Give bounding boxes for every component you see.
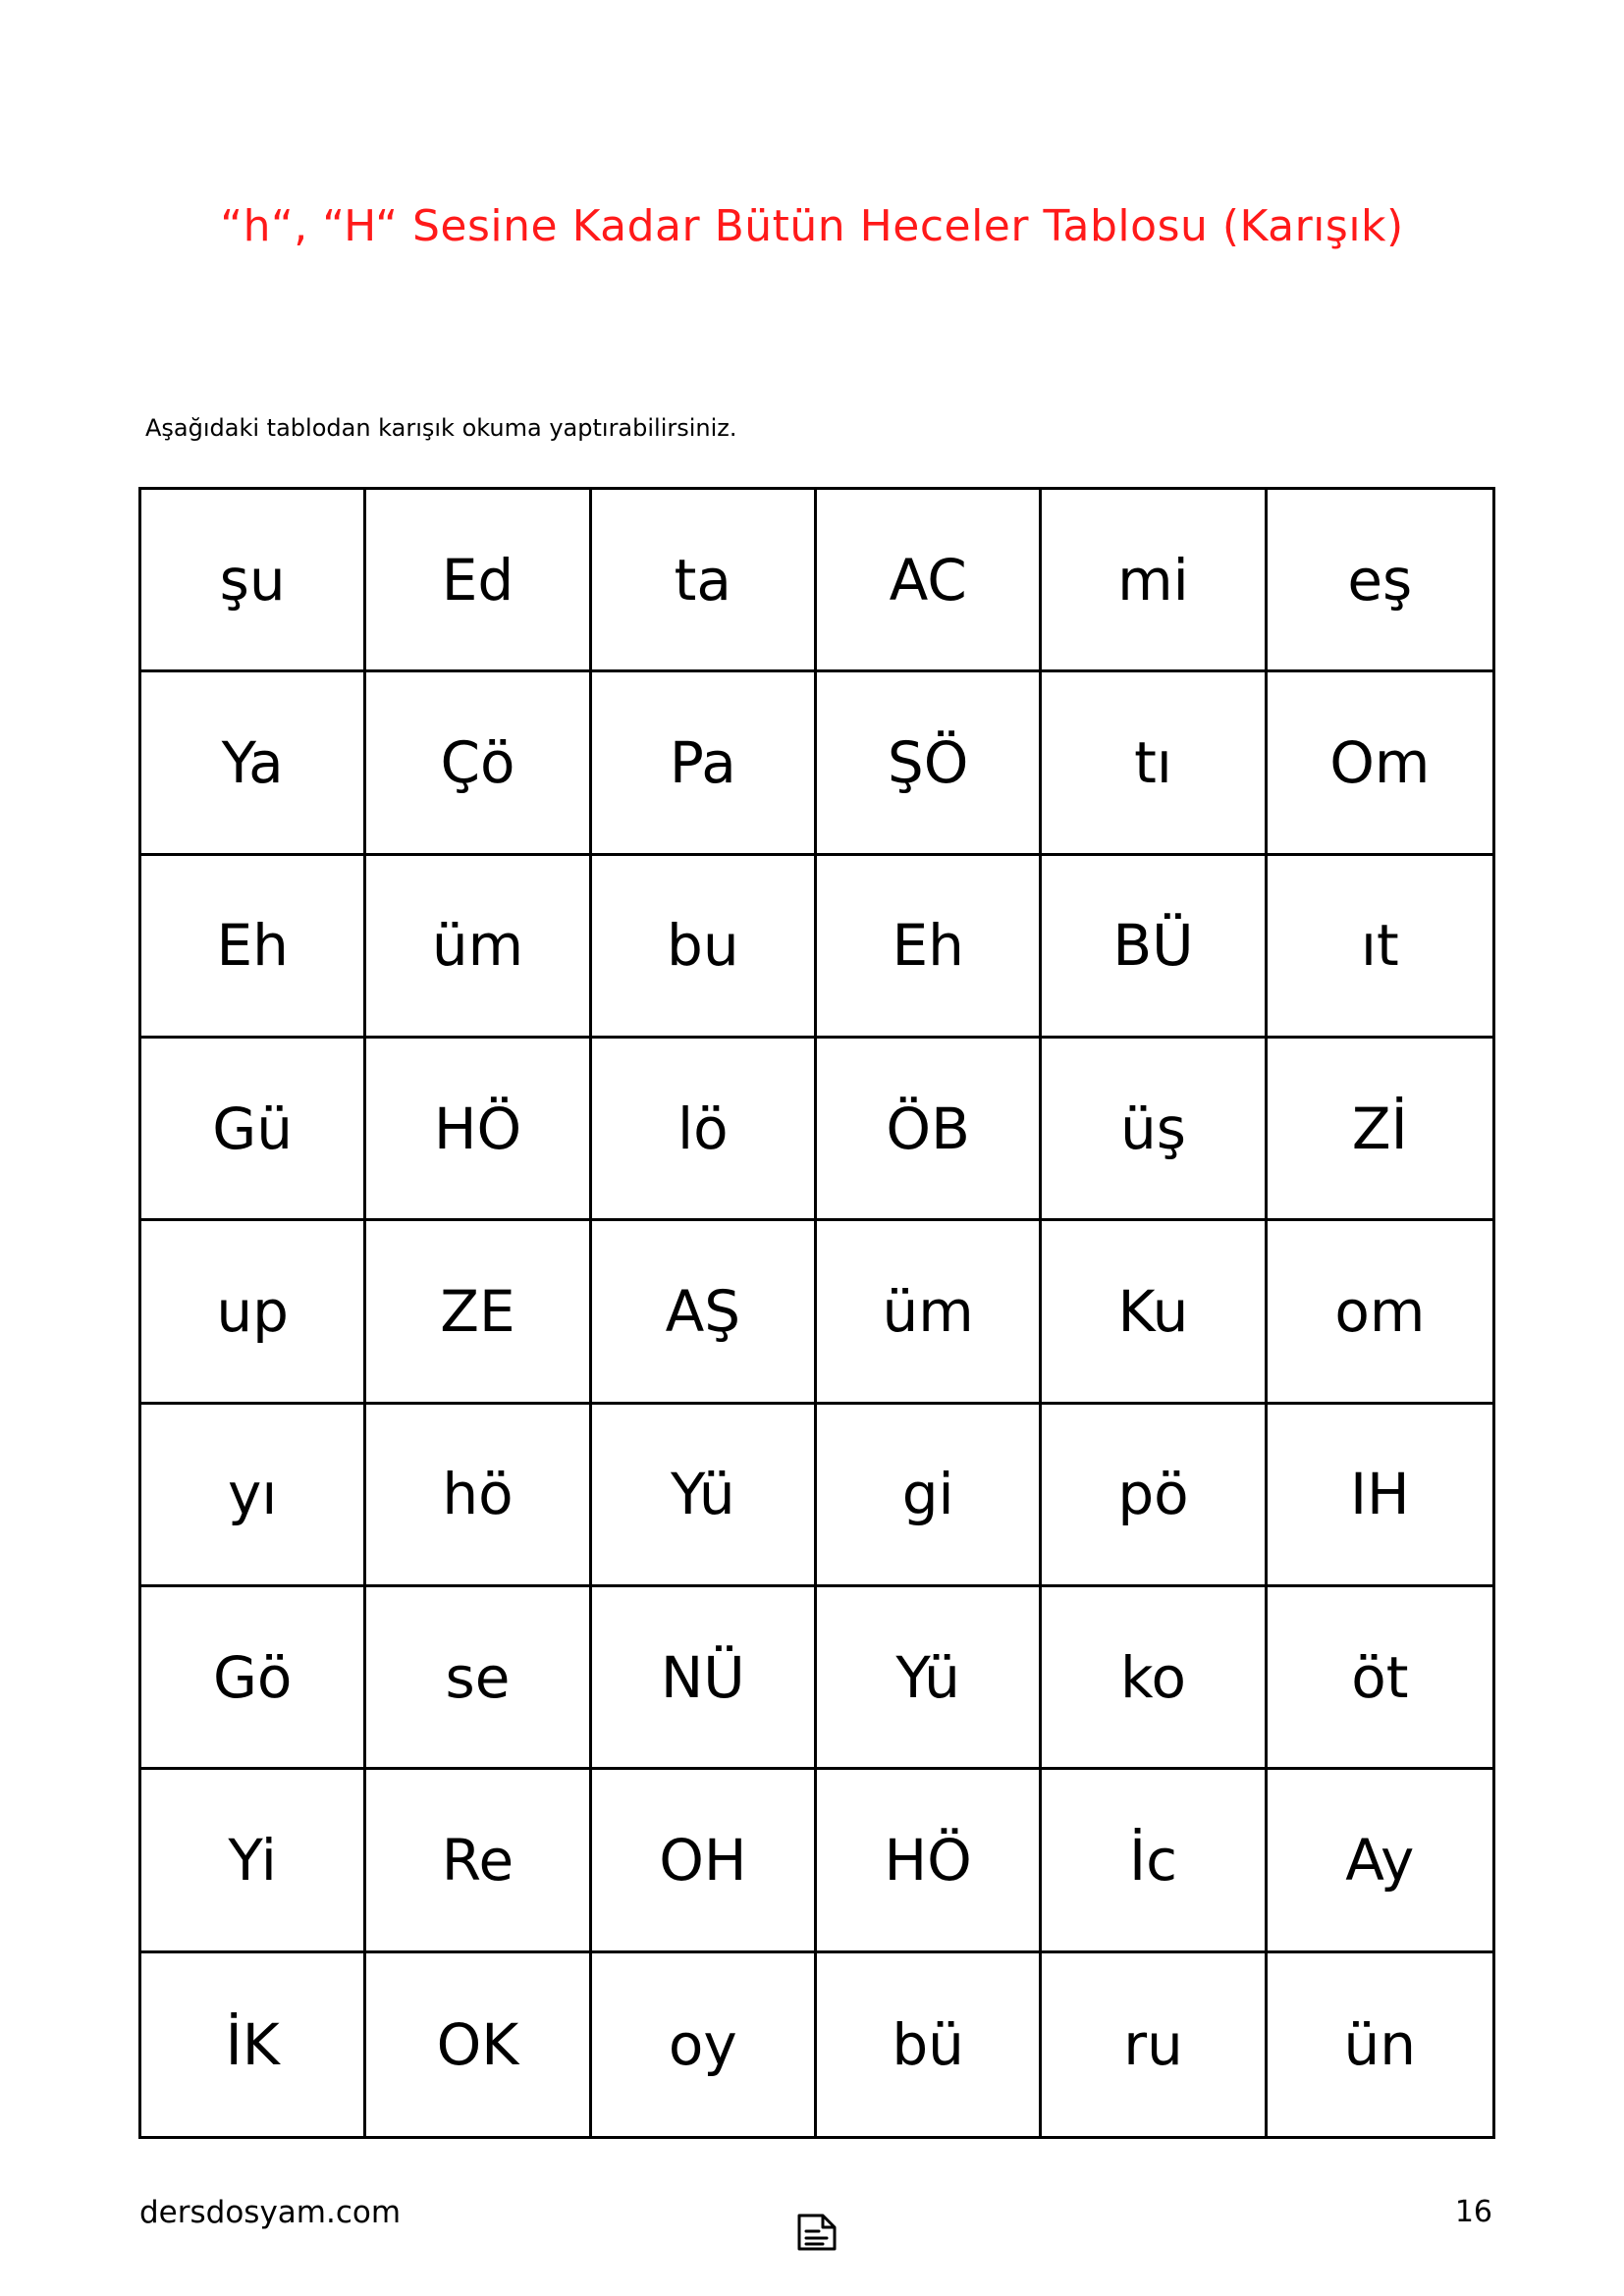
table-cell: bü [817,1953,1042,2136]
table-cell: se [366,1587,591,1770]
table-cell: NÜ [592,1587,817,1770]
table-cell: mi [1042,490,1267,672]
document-lines-icon [795,2213,839,2252]
table-cell: bu [592,856,817,1039]
table-cell: ıt [1268,856,1492,1039]
table-cell: hö [366,1405,591,1587]
table-cell: Om [1268,672,1492,855]
instructions-text: Aşağıdaki tablodan karışık okuma yaptırabilirsiniz. [145,414,737,442]
table-cell: OH [592,1770,817,1952]
table-cell: eş [1268,490,1492,672]
table-cell: şu [141,490,366,672]
table-cell: ta [592,490,817,672]
table-cell: Yü [817,1587,1042,1770]
table-cell: ZE [366,1221,591,1404]
table-cell: tı [1042,672,1267,855]
table-cell: AŞ [592,1221,817,1404]
table-cell: om [1268,1221,1492,1404]
table-cell: İK [141,1953,366,2136]
footer-site-name: dersdosyam.com [139,2195,402,2230]
table-cell: Gö [141,1587,366,1770]
table-cell: Ya [141,672,366,855]
table-cell: Yü [592,1405,817,1587]
table-cell: Gü [141,1039,366,1221]
table-cell: Ku [1042,1221,1267,1404]
table-cell: Ed [366,490,591,672]
table-cell: HÖ [817,1770,1042,1952]
table-cell: ru [1042,1953,1267,2136]
table-cell: Yi [141,1770,366,1952]
table-cell: yı [141,1405,366,1587]
table-cell: up [141,1221,366,1404]
table-cell: HÖ [366,1039,591,1221]
table-cell: Ay [1268,1770,1492,1952]
table-cell: Zİ [1268,1039,1492,1221]
table-cell: OK [366,1953,591,2136]
table-cell: üş [1042,1039,1267,1221]
table-cell: üm [817,1221,1042,1404]
table-cell: üm [366,856,591,1039]
syllable-table [138,487,1495,2139]
table-cell: Eh [141,856,366,1039]
table-cell: Re [366,1770,591,1952]
table-cell: öt [1268,1587,1492,1770]
page-number: 16 [1454,2195,1492,2229]
table-cell: ÖB [817,1039,1042,1221]
table-cell: IH [1268,1405,1492,1587]
table-cell: İc [1042,1770,1267,1952]
table-cell: oy [592,1953,817,2136]
table-cell: Pa [592,672,817,855]
table-cell: BÜ [1042,856,1267,1039]
table-cell: Çö [366,672,591,855]
table-cell: lö [592,1039,817,1221]
table-cell: ŞÖ [817,672,1042,855]
table-cell: Eh [817,856,1042,1039]
page-title: “h“, “H“ Sesine Kadar Bütün Heceler Tablosu (Karışık) [220,201,1404,251]
table-cell: gi [817,1405,1042,1587]
table-cell: ün [1343,2010,1417,2078]
table-cell: AC [817,490,1042,672]
table-cell: pö [1042,1405,1267,1587]
table-cell: ko [1042,1587,1267,1770]
